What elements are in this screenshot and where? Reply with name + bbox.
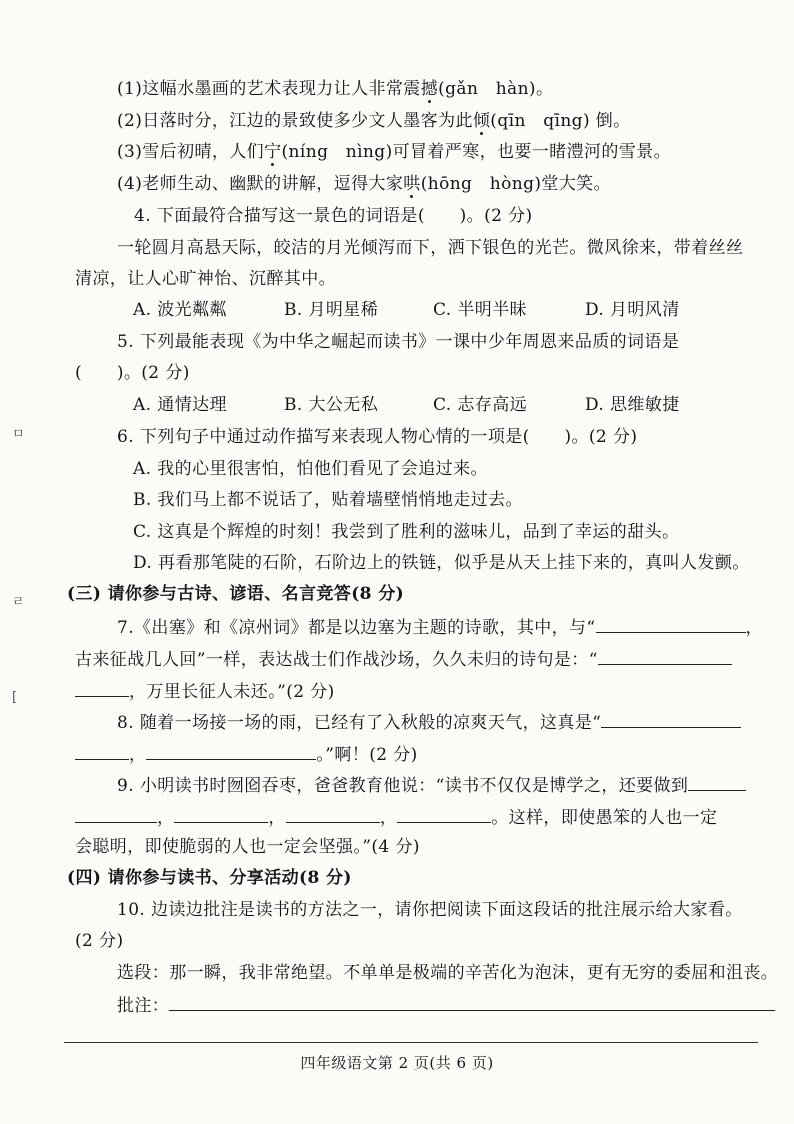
q5-option-c[interactable]: C. 志存高远 xyxy=(433,395,528,415)
q6-option-a[interactable]: A. 我的心里很害怕，怕他们看见了会追过来。 xyxy=(133,459,488,479)
annotation-input[interactable] xyxy=(169,992,775,1011)
q6-option-b[interactable]: B. 我们马上都不说话了，贴着墙壁悄悄地走过去。 xyxy=(133,490,523,510)
pinyin-item-2: (2)日落时分，江边的景致使多少文人墨客为此倾(qīn qīng) 倒。 xyxy=(117,111,631,131)
margin-mark: ㄹ xyxy=(12,595,25,610)
q5-option-d[interactable]: D. 思维敏捷 xyxy=(585,395,680,415)
answer-blank[interactable] xyxy=(596,614,746,633)
q9-line: ， ， ， 。这样，即使愚笨的人也一定 xyxy=(75,804,717,830)
q5-option-b[interactable]: B. 大公无私 xyxy=(284,395,379,415)
dotted-char: 倾 xyxy=(472,111,491,131)
q6-option-d[interactable]: D. 再看那笔陡的石阶，石阶边上的铁链，似乎是从天上挂下来的，真叫人发颤。 xyxy=(133,553,750,573)
answer-blank[interactable] xyxy=(598,646,732,665)
q4-stem: 4. 下面最符合描写这一景色的词语是( )。(2 分) xyxy=(134,206,533,226)
q6-option-c[interactable]: C. 这真是个辉煌的时刻！我尝到了胜利的滋味儿，品到了幸运的甜头。 xyxy=(133,522,680,542)
q4-passage: 一轮圆月高悬天际，皎洁的月光倾泻而下，洒下银色的光芒。微风徐来，带着丝丝 xyxy=(117,238,744,258)
dotted-char: 哄 xyxy=(403,174,421,194)
page-number: 四年级语文第 2 页(共 6 页) xyxy=(300,1054,494,1072)
q7-line: 古来征战几人回”一样，表达战士们作战沙场，久久未归的诗句是：“ xyxy=(75,646,732,672)
q4-option-a[interactable]: A. 波光粼粼 xyxy=(133,300,227,320)
q10-stem: 10. 边读边批注是读书的方法之一，请你把阅读下面这段话的批注展示给大家看。 xyxy=(117,900,743,920)
margin-mark: ㅁ xyxy=(12,427,25,442)
answer-blank[interactable] xyxy=(75,678,129,697)
q5-option-a[interactable]: A. 通情达理 xyxy=(133,395,227,415)
q9-line: 会聪明，即使脆弱的人也一定会坚强。”(4 分) xyxy=(75,837,420,857)
pinyin-item-3: (3)雪后初晴，人们宁(níng nìng)可冒着严寒，也要一睹澧河的雪景。 xyxy=(117,142,671,162)
q8-line: 8. 随着一场接一场的雨，已经有了入秋般的凉爽天气，这真是“ xyxy=(117,709,741,735)
answer-blank[interactable] xyxy=(75,804,157,823)
q10-selection: 选段：那一瞬，我非常绝望。不单单是极端的辛苦化为泡沫，更有无穷的委屈和沮丧。 xyxy=(117,963,779,983)
margin-mark: [ xyxy=(12,690,18,705)
q4-option-c[interactable]: C. 半明半昧 xyxy=(433,300,528,320)
section-heading: (四) 请你参与读书、分享活动(8 分) xyxy=(67,868,352,888)
dotted-char: 宁 xyxy=(264,142,282,162)
q10-stem: (2 分) xyxy=(75,931,124,951)
pinyin-item-1: (1)这幅水墨画的艺术表现力让人非常震撼(gǎn hàn)。 xyxy=(117,79,554,99)
q8-line: ， 。”啊！(2 分) xyxy=(75,741,418,767)
answer-blank[interactable] xyxy=(397,804,491,823)
q9-line: 9. 小明读书时囫囵吞枣，爸爸教育他说：“读书不仅仅是博学之，还要做到 xyxy=(117,772,746,798)
q10-annotation: 批注： xyxy=(117,992,775,1018)
q6-stem: 6. 下列句子中通过动作描写来表现人物心情的一项是( )。(2 分) xyxy=(117,427,638,447)
q4-option-b[interactable]: B. 月明星稀 xyxy=(284,300,379,320)
answer-blank[interactable] xyxy=(601,709,741,728)
footer-divider xyxy=(64,1042,758,1043)
q7-line: ，万里长征人未还。”(2 分) xyxy=(75,678,335,704)
q7-line: 7.《出塞》和《凉州词》都是以边塞为主题的诗歌，其中，与“ ， xyxy=(117,614,763,640)
answer-blank[interactable] xyxy=(174,804,268,823)
q4-passage: 清凉，让人心旷神怡、沉醉其中。 xyxy=(75,269,336,289)
q5-stem: 5. 下列最能表现《为中华之崛起而读书》一课中少年周恩来品质的词语是 xyxy=(117,332,680,352)
q5-stem: ( )。(2 分) xyxy=(75,363,190,383)
answer-blank[interactable] xyxy=(688,772,746,791)
answer-blank[interactable] xyxy=(146,741,316,760)
answer-blank[interactable] xyxy=(286,804,380,823)
dotted-char: 撼 xyxy=(420,79,439,99)
pinyin-item-4: (4)老师生动、幽默的讲解，逗得大家哄(hōng hòng)堂大笑。 xyxy=(117,174,611,194)
q4-option-d[interactable]: D. 月明风清 xyxy=(585,300,680,320)
section-heading: (三) 请你参与古诗、谚语、名言竞答(8 分) xyxy=(67,584,405,604)
answer-blank[interactable] xyxy=(75,741,129,760)
